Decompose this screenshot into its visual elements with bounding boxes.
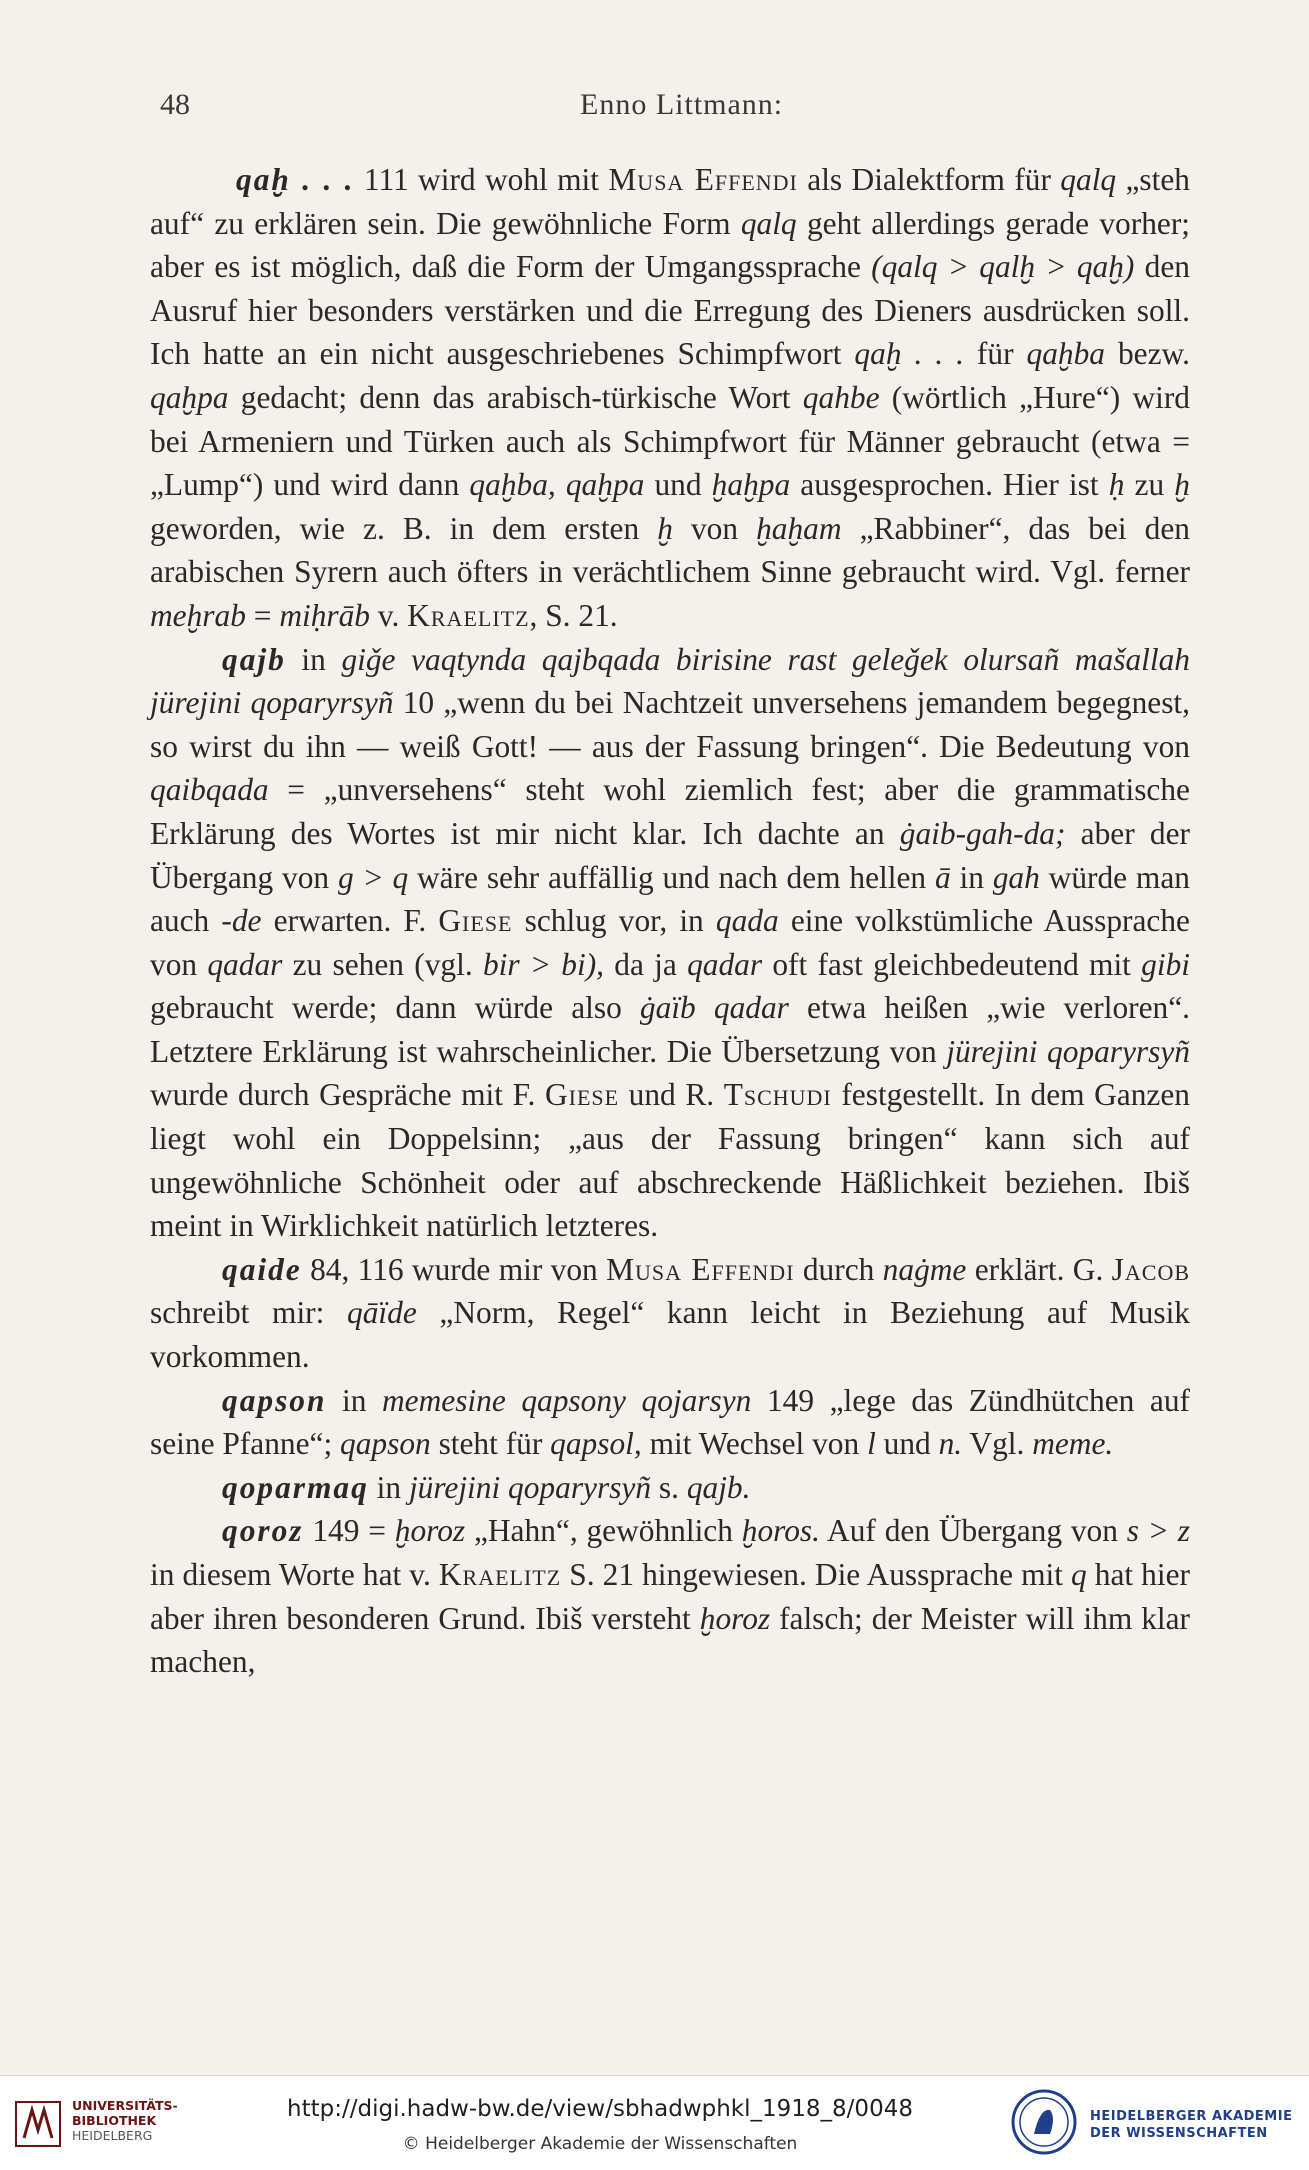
page-number: 48 (160, 88, 190, 121)
italic-term: qahbe (802, 379, 880, 415)
text-run: 111 wird wohl mit (354, 162, 609, 197)
author-name: Kraelitz (438, 1557, 562, 1592)
text-run: eine volkstümliche Aussprache von (150, 903, 1190, 982)
entry-qajb (150, 638, 1190, 1248)
italic-term: gibi (1141, 946, 1190, 982)
text-run: s. (651, 1469, 687, 1505)
author-name: Jacob (1111, 1251, 1191, 1287)
ub-logo-line: HEIDELBERG (72, 2128, 153, 2143)
italic-term: l (867, 1426, 876, 1462)
italic-term: -de (221, 903, 262, 939)
text-run: und R. (619, 1077, 724, 1113)
text-run: v. (370, 597, 408, 633)
ub-logo-icon (14, 2100, 62, 2148)
text-run: geht allerdings gerade vorher; aber es ist möglich, daß die Form der Umgangssprache (150, 205, 1190, 285)
lemma: qaḫ . . . (236, 162, 355, 197)
text-run: und (875, 1426, 939, 1462)
italic-term: qapsol, (550, 1426, 642, 1462)
italic-term: ḫ (657, 510, 673, 546)
italic-term: jürejini qoparyrsyñ (408, 1469, 652, 1505)
author-name: Tschudi (723, 1077, 832, 1113)
italic-term: meme. (1032, 1426, 1114, 1462)
text-run: in (285, 641, 342, 677)
italic-term: ḫoroz (699, 1600, 771, 1636)
lemma: qaide (222, 1251, 302, 1287)
text-run: 149 „lege das Zündhütchen auf seine Pfanne“; (150, 1382, 1190, 1462)
text-run: erklärt. G. (966, 1251, 1112, 1287)
text-run: „Rabbiner“, das bei den arabischen Syrern auch öfters in verächtlichem Sinne gebraucht wird. Vgl. ferner (150, 510, 1191, 590)
italic-term: jürejini qoparyrsyñ (946, 1033, 1190, 1069)
entry-qaide (150, 1248, 1190, 1379)
text-run: hat hier aber ihren besonderen Grund. Ibiš versteht (150, 1557, 1190, 1636)
text-run: wäre sehr auffällig und nach dem hellen (408, 859, 935, 895)
italic-term: qapson (340, 1426, 431, 1462)
italic-term: ḫaḫam (756, 510, 842, 546)
text-run: in (950, 859, 993, 895)
italic-term: qāïde (347, 1295, 417, 1331)
hadw-logo-line: HEIDELBERGER AKADEMIE (1090, 2109, 1293, 2124)
text-run: S. 21 hingewiesen. Die Aussprache mit (561, 1557, 1071, 1592)
text-run: zu (1124, 467, 1175, 503)
text-run: mit Wechsel von (641, 1426, 868, 1462)
italic-term: (qalq > qalḫ > qaḫ) (871, 249, 1135, 285)
text-run: in (326, 1382, 382, 1418)
italic-term: memesine qapsony qojarsyn (382, 1382, 752, 1418)
text-run: „Hahn“, gewöhnlich (465, 1513, 742, 1549)
text-run: geworden, wie z. B. in dem ersten (150, 510, 658, 546)
hadw-logo[interactable] (1010, 2088, 1300, 2158)
italic-term: qaḫba (1026, 336, 1105, 372)
italic-term: qalq (740, 205, 797, 241)
italic-term: qaḫpa (150, 379, 229, 415)
text-run: Auf den Übergang von (819, 1513, 1127, 1549)
running-title: Enno Littmann: (580, 88, 784, 121)
hadw-logo-line: DER WISSENSCHAFTEN (1090, 2126, 1268, 2141)
italic-term: s > z (1126, 1513, 1191, 1549)
entry-qoroz (150, 1509, 1190, 1683)
italic-term: qalq (1060, 162, 1117, 197)
author-name: Musa Effendi (608, 162, 798, 197)
italic-term: ḥ (1108, 467, 1125, 503)
italic-term: miḥrāb (279, 597, 371, 633)
text-run: bezw. (1105, 336, 1191, 372)
italic-term: q (1071, 1557, 1087, 1592)
italic-term: ḫ (1174, 467, 1190, 503)
text-run: steht für (430, 1426, 551, 1462)
italic-term: giǧe vaqtynda qajbqada birisine rast geleǧek olursañ mašallah jürejini qoparyrsyñ (150, 641, 1190, 721)
text-run: Vgl. (962, 1426, 1033, 1462)
permalink-url[interactable]: http://digi.hadw-bw.de/view/sbhadwphkl_1918_8/0048 (287, 2096, 913, 2122)
italic-term: qaibqada (150, 772, 269, 808)
ub-logo-line: UNIVERSITÄTS- (72, 2098, 178, 2113)
text-run: da ja (604, 946, 688, 982)
text-run: (wörtlich „Hure“) wird bei Armeniern und Türken auch als Schimpfwort für Männer gebraucht (etwa = „Lump“) und wird dann (150, 379, 1190, 503)
italic-term: ḫaḫpa (711, 467, 791, 503)
text-run: und (644, 467, 712, 503)
italic-term: qajb. (686, 1469, 751, 1505)
text-run: 84, 116 wurde mir von (301, 1251, 607, 1287)
entry-qah (150, 158, 1190, 638)
text-run: durch (794, 1251, 883, 1287)
author-name: Giese (438, 903, 513, 939)
italic-term: n. (938, 1426, 963, 1462)
page-header (160, 88, 1190, 128)
text-run: als Dialektform für (797, 162, 1061, 197)
ub-heidelberg-logo[interactable] (14, 2096, 184, 2156)
text-run: falsch; der Meister will ihm klar machen, (150, 1600, 1190, 1680)
copyright-notice: © Heidelberger Akademie der Wissenschaften (402, 2134, 798, 2154)
text-run: wurde durch Gespräche mit F. (150, 1077, 545, 1113)
text-run: ausgesprochen. Hier ist (790, 467, 1109, 503)
entry-qapson (150, 1379, 1190, 1466)
text-run: von (672, 510, 757, 546)
italic-term: qaḫ . . . (854, 336, 964, 372)
italic-term: qada (715, 903, 779, 939)
italic-term: ā (934, 859, 951, 895)
italic-term: qadar (687, 946, 763, 982)
text-run: 149 = (303, 1513, 395, 1549)
body-text (150, 158, 1190, 1684)
text-run: zu sehen (vgl. (282, 946, 483, 982)
text-run: „steh auf“ zu erklären sein. Die gewöhnliche Form (150, 162, 1190, 241)
text-run: 10 „wenn du bei Nachtzeit unversehens jemandem begegnest, so wirst du ihn — weiß Gott! — aus der Fassung bringen“. Die Bedeutung von (150, 685, 1190, 764)
ub-logo-line: BIBLIOTHEK (72, 2113, 157, 2128)
text-run: den Ausruf hier besonders verstärken und die Erregung des Dieners ausdrücken soll. Ich hatte an ein nicht ausgeschriebenes Schimpfwort (150, 249, 1190, 372)
text-run: gedacht; denn das arabisch-türkische Wort (228, 379, 803, 415)
italic-term: bir > bi), (482, 946, 604, 982)
lemma: qajb (222, 641, 286, 677)
lemma: qoparmaq (222, 1469, 369, 1505)
text-run: = (245, 597, 280, 633)
italic-term: naġme (882, 1251, 967, 1287)
text-run: in diesem Worte hat v. (150, 1557, 439, 1592)
author-name: Musa Effendi (606, 1251, 795, 1287)
italic-term: ġaïb qadar (639, 990, 789, 1026)
viewer-footer (0, 2075, 1309, 2170)
text-run: oft fast gleichbedeutend mit (762, 946, 1142, 982)
text-run: schlug vor, in (512, 903, 716, 939)
lemma: qapson (222, 1382, 327, 1418)
italic-term: gah (992, 859, 1040, 895)
text-run: gebraucht werde; dann würde also (150, 990, 640, 1026)
author-name: Giese (544, 1077, 620, 1113)
lemma: qoroz (222, 1513, 304, 1549)
text-run: = „unversehens“ steht wohl ziemlich fest; aber die grammatische Erklärung des Wortes ist mir nicht klar. Ich dachte an (150, 772, 1190, 851)
italic-term: qadar (207, 946, 283, 982)
text-run: erwarten. F. (261, 903, 439, 939)
text-run: aber der Übergang von (150, 815, 1190, 895)
text-run: in (368, 1469, 409, 1505)
italic-term: ġaib-gah-da; (899, 815, 1066, 851)
italic-term: ḫoroz (394, 1513, 466, 1549)
italic-term: g > q (337, 859, 409, 895)
text-run: , S. 21. (529, 597, 618, 633)
author-name: Kraelitz (407, 597, 530, 633)
text-run: etwa heißen „wie verloren“. Letztere Erklärung ist wahrscheinlicher. Die Übersetzung von (150, 990, 1190, 1069)
entry-qoparmaq (150, 1466, 1190, 1510)
hadw-seal-icon (1010, 2088, 1078, 2156)
italic-term: ḫoros. (741, 1513, 820, 1549)
italic-term: meḫrab (150, 597, 246, 633)
text-run: festgestellt. In dem Ganzen liegt wohl ein Doppelsinn; „aus der Fassung bringen“ kann sich auf ungewöhnliche Schönheit oder auf abschreckende Häßlichkeit beziehen. Ibiš meint in Wirklichkeit natürlich letzteres. (150, 1077, 1190, 1244)
text-run: für (963, 336, 1027, 372)
italic-term: qaḫba, qaḫpa (469, 467, 645, 503)
text-run: „Norm, Regel“ kann leicht in Beziehung auf Musik vorkommen. (150, 1295, 1190, 1375)
text-run: schreibt mir: (150, 1295, 348, 1331)
text-run: würde man auch (150, 859, 1190, 939)
